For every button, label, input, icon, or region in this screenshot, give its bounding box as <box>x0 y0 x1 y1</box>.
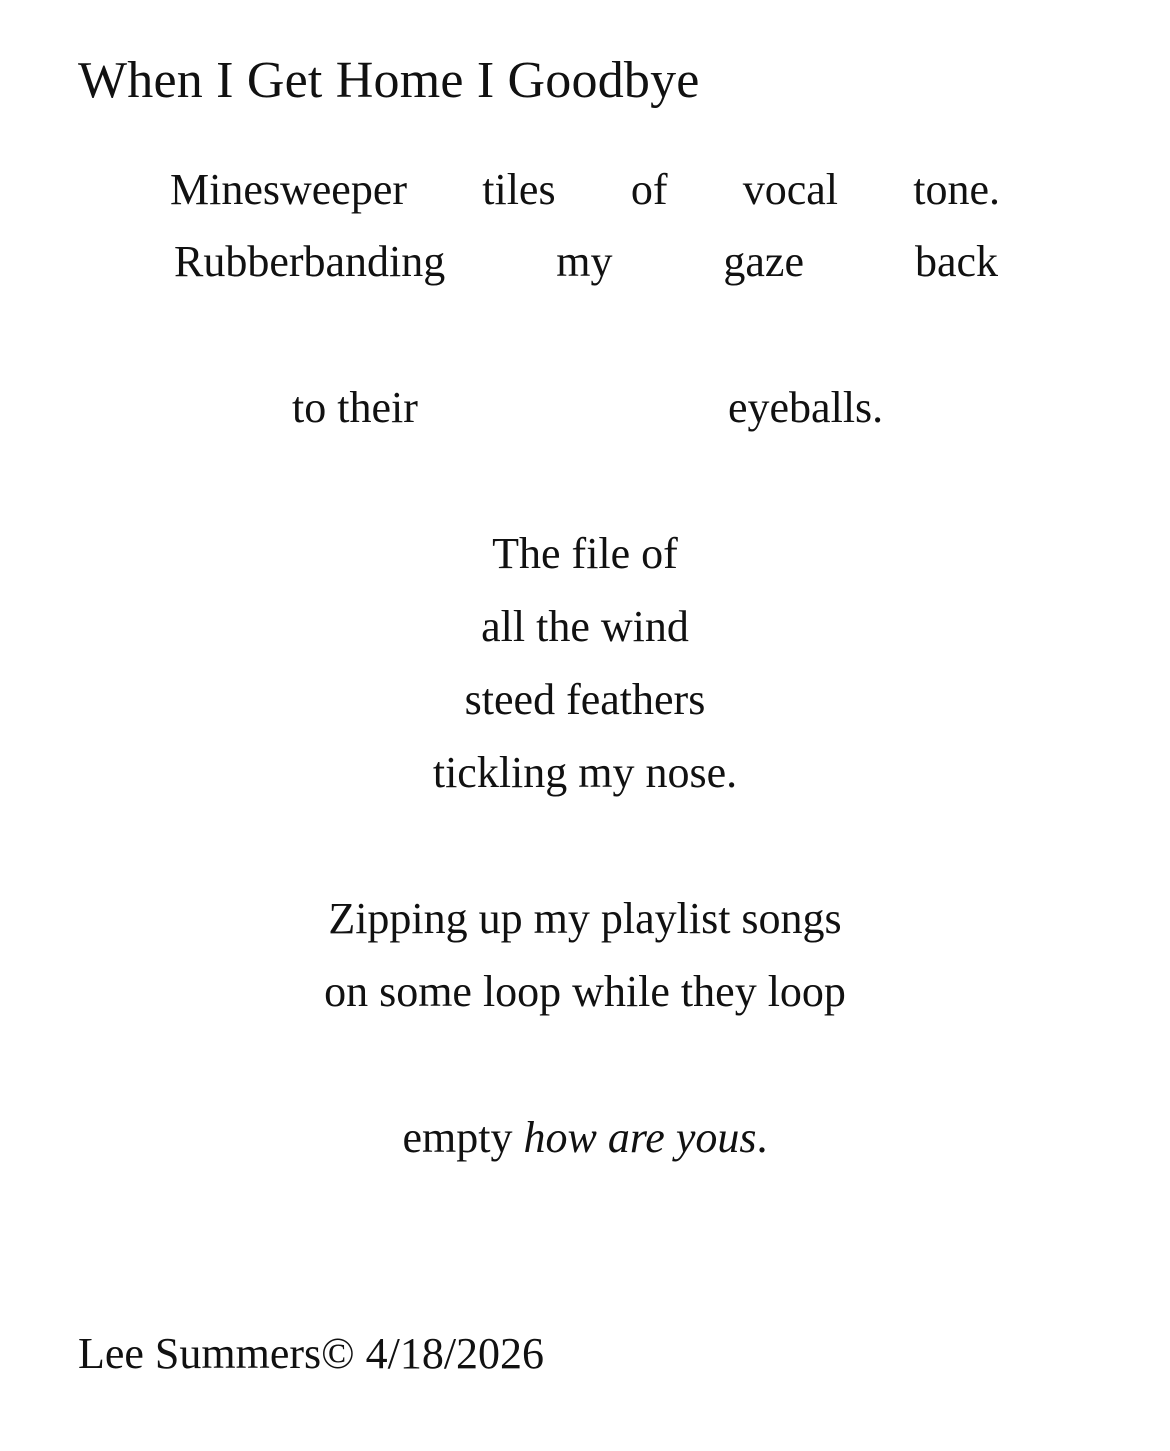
stanza-3-line-2: all the wind <box>481 602 689 651</box>
word: Minesweeper <box>170 165 408 214</box>
stanza-5-suffix: . <box>756 1113 768 1162</box>
poem-title: When I Get Home I Goodbye <box>78 52 700 109</box>
stanza-4-line-1: Zipping up my playlist songs <box>328 894 842 943</box>
word: my <box>556 237 613 286</box>
author-signature: Lee Summers© 4/18/2026 <box>78 1329 545 1378</box>
stanza-4-line-2: on some loop while they loop <box>324 967 846 1016</box>
stanza-1-line-1 <box>170 166 1000 214</box>
stanza-2-right: eyeballs. <box>728 383 884 432</box>
stanza-2-left: to their <box>292 383 418 432</box>
word: back <box>914 237 998 286</box>
word: vocal <box>742 165 838 214</box>
word: tiles <box>482 165 556 214</box>
stanza-5-italic: how are yous <box>523 1113 757 1162</box>
stanza-3-line-1: The file of <box>492 529 678 578</box>
word: of <box>630 165 668 214</box>
stanza-3-line-4: tickling my nose. <box>432 748 738 797</box>
stanza-5-prefix: empty <box>402 1113 524 1162</box>
word: gaze <box>723 237 804 286</box>
stanza-3-line-3: steed feathers <box>464 675 706 724</box>
stanza-5-line-1 <box>0 1114 1170 1162</box>
word: tone. <box>913 165 1000 214</box>
word: Rubberbanding <box>174 237 446 286</box>
stanza-1-line-2 <box>174 238 998 286</box>
